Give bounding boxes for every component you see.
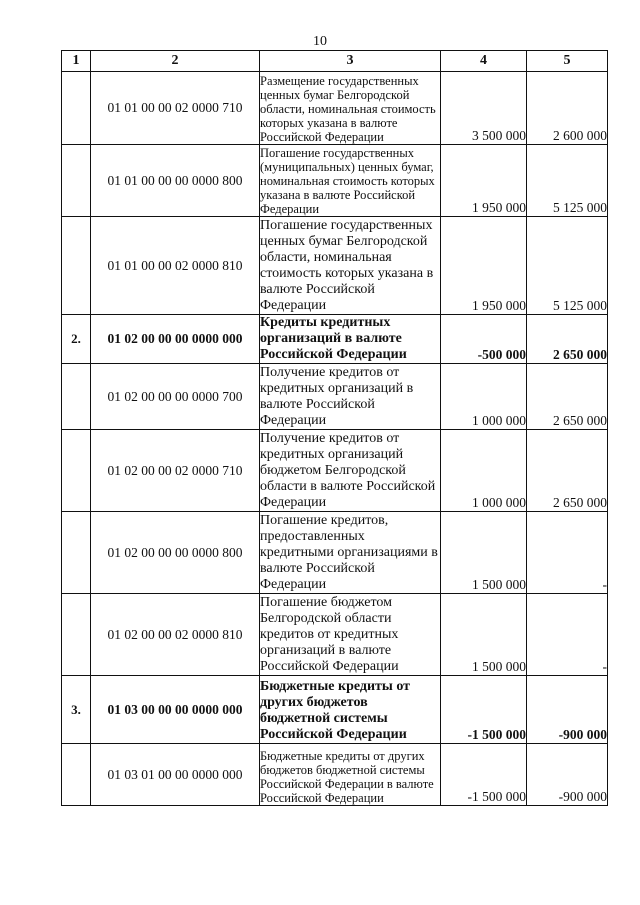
amount-col-4: 1 500 000	[441, 512, 527, 594]
table-row	[62, 364, 608, 430]
row-description: Кредиты кредитных организаций в валюте Российской Федерации	[260, 315, 441, 364]
row-number	[62, 430, 91, 512]
row-description: Бюджетные кредиты от других бюджетов бюджетной системы Российской Федерации в валюте Российской Федерации	[260, 744, 441, 806]
table-row-section	[62, 676, 608, 744]
row-description: Погашение кредитов, предоставленных кредитными организациями в валюте Российской Федерации	[260, 512, 441, 594]
budget-code: 01 03 01 00 00 0000 000	[91, 744, 260, 806]
amount-col-4: 3 500 000	[441, 72, 527, 145]
table-row-section	[62, 315, 608, 364]
amount-col-4: -1 500 000	[441, 744, 527, 806]
amount-col-5: -	[527, 512, 608, 594]
amount-col-4: 1 000 000	[441, 364, 527, 430]
budget-code: 01 01 00 00 02 0000 810	[91, 217, 260, 315]
table-row	[62, 594, 608, 676]
row-description: Получение кредитов от кредитных организаций в валюте Российской Федерации	[260, 364, 441, 430]
amount-col-5: 2 650 000	[527, 315, 608, 364]
budget-code: 01 01 00 00 02 0000 710	[91, 72, 260, 145]
row-description: Бюджетные кредиты от других бюджетов бюджетной системы Российской Федерации	[260, 676, 441, 744]
amount-col-4: -1 500 000	[441, 676, 527, 744]
table-row	[62, 217, 608, 315]
budget-code: 01 02 00 00 02 0000 710	[91, 430, 260, 512]
table-row	[62, 430, 608, 512]
row-number	[62, 512, 91, 594]
header-col-1: 1	[62, 51, 91, 72]
row-description: Погашение государственных ценных бумаг Белгородской области, номинальная стоимость которых указана в валюте Российской Федерации	[260, 217, 441, 315]
row-number	[62, 217, 91, 315]
budget-code: 01 03 00 00 00 0000 000	[91, 676, 260, 744]
amount-col-5: -900 000	[527, 676, 608, 744]
row-number	[62, 145, 91, 217]
budget-code: 01 02 00 00 00 0000 000	[91, 315, 260, 364]
amount-col-5: 5 125 000	[527, 145, 608, 217]
row-number	[62, 594, 91, 676]
table-row	[62, 512, 608, 594]
row-description: Размещение государственных ценных бумаг Белгородской области, номинальная стоимость которых указана в валюте Российской Федерации	[260, 72, 441, 145]
budget-sources-table	[61, 50, 608, 806]
table-row	[62, 72, 608, 145]
amount-col-5: 2 600 000	[527, 72, 608, 145]
row-description: Погашение государственных (муниципальных) ценных бумаг, номинальная стоимость которых указана в валюте Российской Федерации	[260, 145, 441, 217]
header-col-2: 2	[91, 51, 260, 72]
budget-code: 01 02 00 00 02 0000 810	[91, 594, 260, 676]
amount-col-4: 1 500 000	[441, 594, 527, 676]
page-number: 10	[313, 34, 327, 49]
amount-col-4: 1 950 000	[441, 145, 527, 217]
header-col-4: 4	[441, 51, 527, 72]
header-col-5: 5	[527, 51, 608, 72]
amount-col-5: 2 650 000	[527, 430, 608, 512]
amount-col-5: 5 125 000	[527, 217, 608, 315]
table-row	[62, 145, 608, 217]
amount-col-4: 1 950 000	[441, 217, 527, 315]
row-description: Погашение бюджетом Белгородской области кредитов от кредитных организаций в валюте Российской Федерации	[260, 594, 441, 676]
row-number	[62, 72, 91, 145]
row-number	[62, 364, 91, 430]
budget-code: 01 01 00 00 00 0000 800	[91, 145, 260, 217]
amount-col-5: 2 650 000	[527, 364, 608, 430]
table-row	[62, 744, 608, 806]
row-number: 3.	[62, 676, 91, 744]
amount-col-4: 1 000 000	[441, 430, 527, 512]
header-col-3: 3	[260, 51, 441, 72]
table-header-row	[62, 51, 608, 72]
budget-code: 01 02 00 00 00 0000 800	[91, 512, 260, 594]
amount-col-4: -500 000	[441, 315, 527, 364]
row-description: Получение кредитов от кредитных организаций бюджетом Белгородской области в валюте Российской Федерации	[260, 430, 441, 512]
row-number	[62, 744, 91, 806]
amount-col-5: -900 000	[527, 744, 608, 806]
row-number: 2.	[62, 315, 91, 364]
amount-col-5: -	[527, 594, 608, 676]
budget-code: 01 02 00 00 00 0000 700	[91, 364, 260, 430]
